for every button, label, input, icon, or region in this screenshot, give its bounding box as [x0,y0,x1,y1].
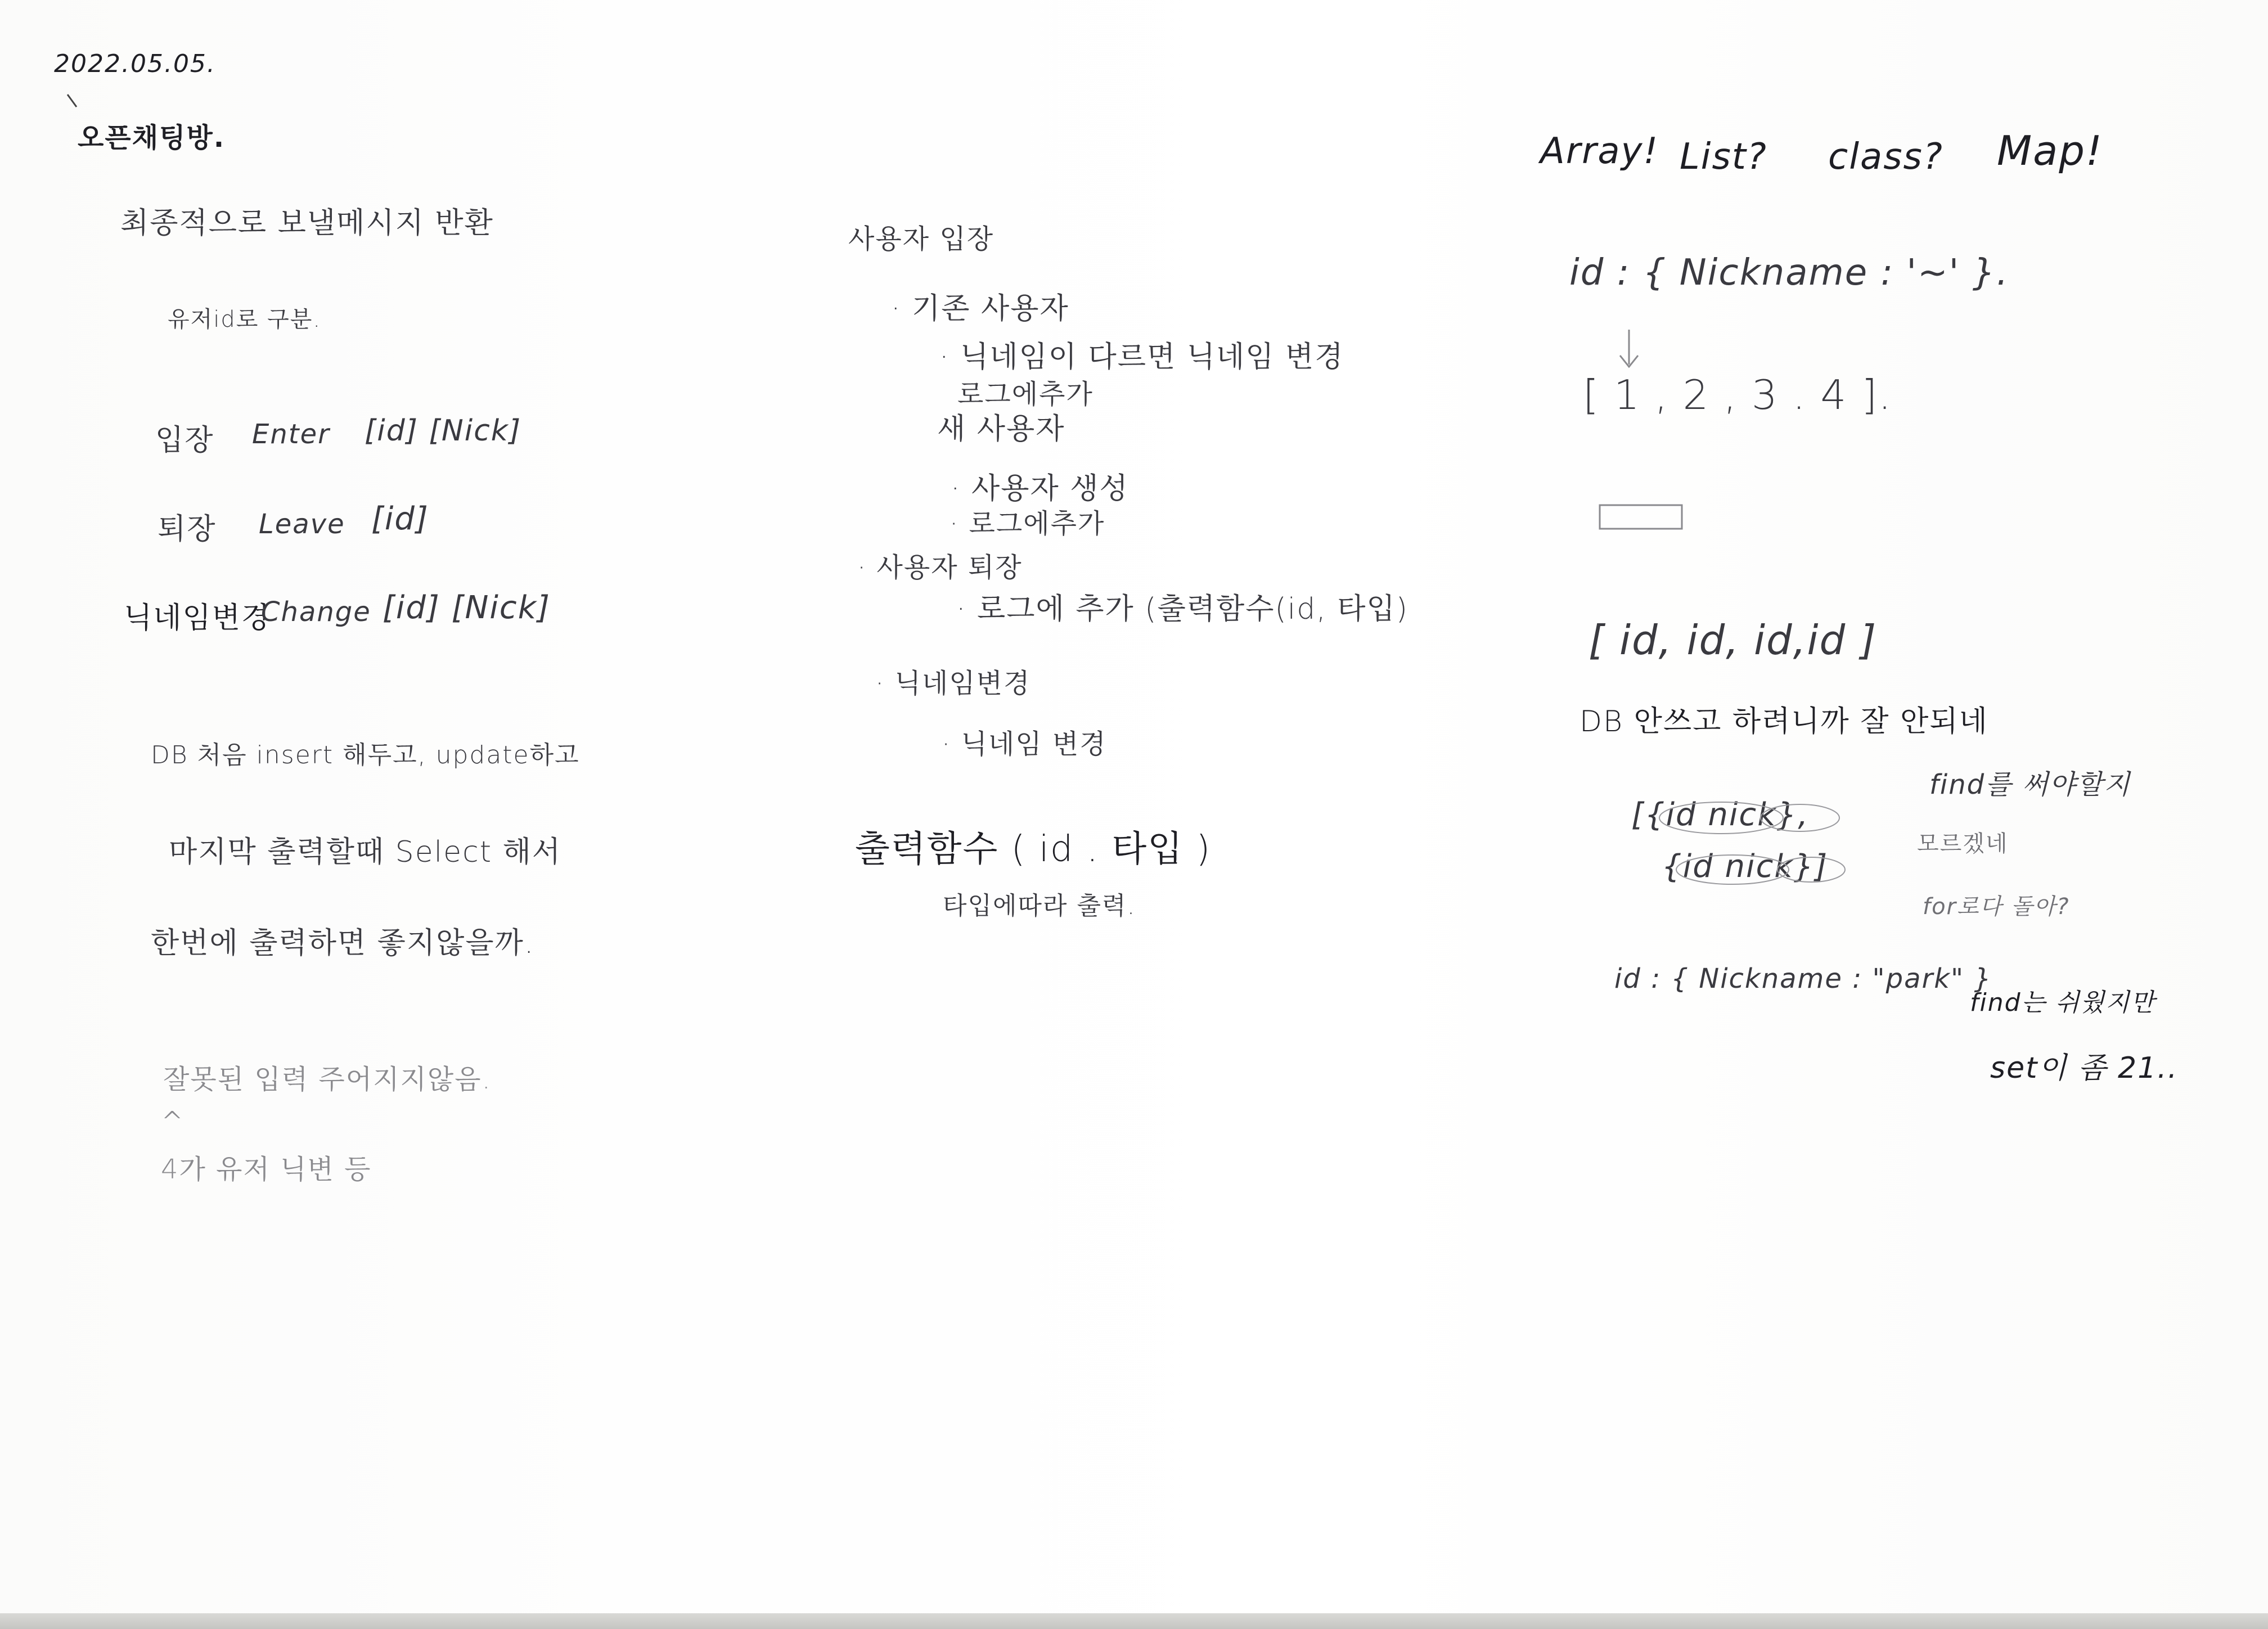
enter-heading: 사용자 입장 [848,223,994,255]
find-note-5: set이 좀 21.. [1990,1051,2179,1085]
change-nick: · 닉네임 변경 [942,728,1107,760]
log-add-1: 로그에추가 [957,379,1094,410]
command-enter-label: 입장 [155,424,214,457]
output-description: 타입에따라 출력. [943,892,1136,920]
command-change-args: [id] [Nick] [382,590,551,626]
date-tick-mark [66,93,83,110]
command-change-label: 닉네임변경 [124,601,271,635]
note-date: 2022.05.05. [54,50,216,78]
object-ovals-sketch [1654,796,1856,898]
db-note-2: 마지막 출력할때 Select 해서 [169,835,562,869]
create-user: · 사용자 생성 [951,472,1129,506]
find-note-2: 모르겠네 [1917,831,2009,857]
nick-diff-rule: · 닉네임이 다르면 닉네임 변경 [939,340,1344,374]
type-class: class? [1828,136,1943,178]
array-example: [ 1 , 2 , 3 . 4 ]. [1583,371,1893,418]
output-function: 출력함수 ( id . 타입 ) [855,829,1212,870]
object-array-line-1: [{id nick}, [1631,796,1810,833]
db-note-1: DB 처음 insert 해두고, update하고 [151,741,580,770]
paper-bottom-edge [0,1613,2268,1629]
summary-line: 최종적으로 보낼메시지 반환 [120,206,494,240]
leave-heading: · 사용자 퇴장 [857,552,1023,583]
type-array: Array! [1540,130,1659,172]
command-leave-keyword: Leave [259,508,345,540]
find-note-3: for로다 돌아? [1923,894,2070,920]
command-leave-label: 퇴장 [158,512,217,546]
down-arrow-icon [1612,327,1646,372]
command-leave-args: [id] [371,501,429,537]
command-enter-args: [id] [Nick] [364,414,522,448]
log-add-2: · 로그에추가 [950,508,1105,539]
find-note-1: find를 써야할지 [1929,769,2131,800]
find-note-4: find는 쉬웠지만 [1970,988,2156,1017]
type-map: Map! [1997,127,2103,174]
command-enter-keyword: Enter [252,418,330,450]
change-heading: · 닉네임변경 [875,668,1031,699]
note-title: 오픈채팅방. [78,122,226,154]
map-example: id : { Nickname : '~' }. [1569,252,2009,294]
pencil-caret: ^ [161,1106,185,1137]
user-id-note: 유저id로 구분. [168,307,322,332]
map-example-2: id : { Nickname : "park" } [1614,963,1992,994]
leave-log-rule: · 로그에 추가 (출력함수(id, 타입) [956,592,1409,626]
pencil-note: 잘못된 입력 주어지지않음. [163,1064,492,1095]
new-user: 새 사용자 [937,412,1065,446]
array-box-sketch [1598,501,1688,534]
command-change-keyword: Change [261,596,371,628]
db-note-3: 한번에 출력하면 좋지않을까. [151,926,535,960]
type-list: List? [1680,136,1767,178]
pencil-note-2: 4가 유저 닉변 등 [161,1154,372,1185]
db-less-note: DB 안쓰고 하려니까 잘 안되네 [1580,705,1988,739]
existing-user: · 기존 사용자 [891,292,1069,326]
object-array-line-2: {id nick}] [1662,848,1829,885]
id-array: [ id, id, id,id ] [1588,616,1878,664]
